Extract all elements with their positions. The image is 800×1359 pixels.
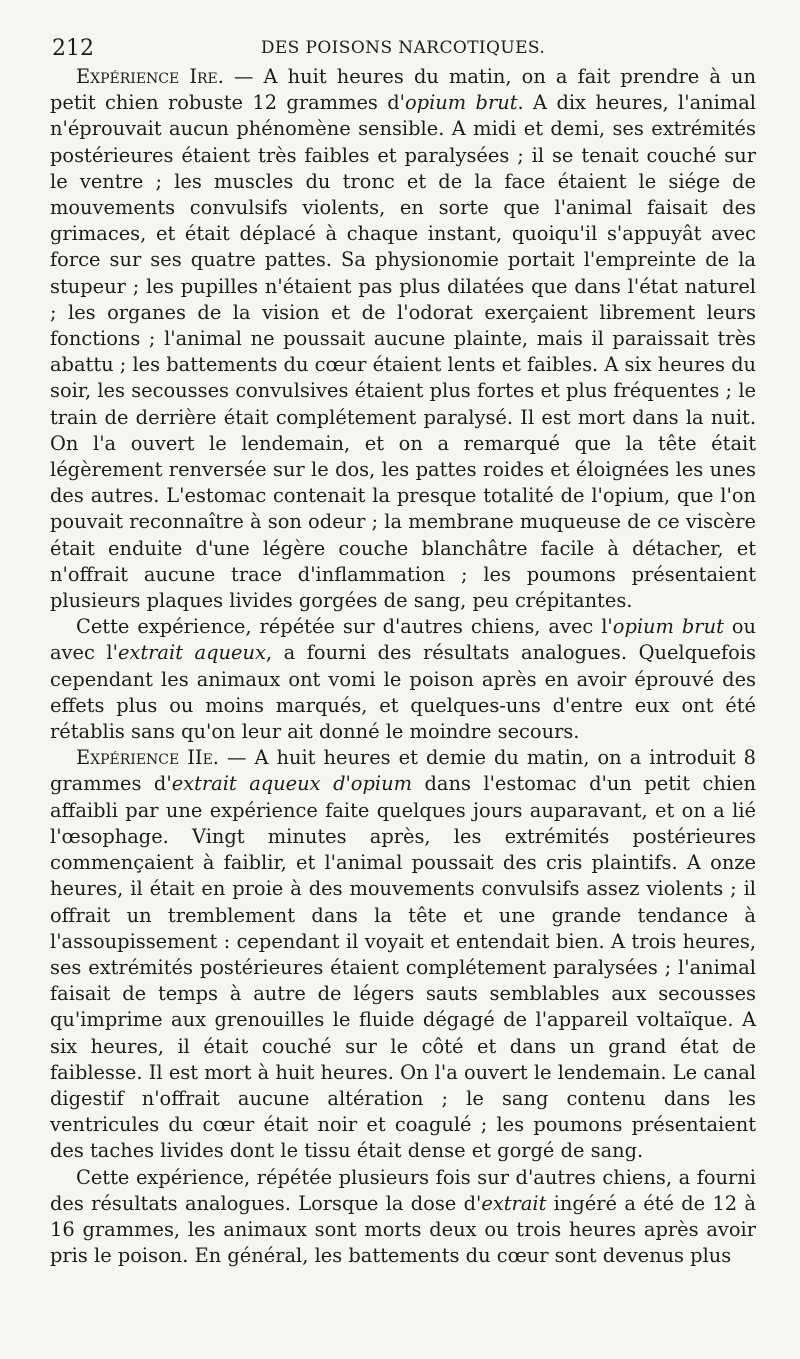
body-text bbox=[50, 64, 756, 1269]
page-header bbox=[50, 30, 756, 64]
running-title: DES POISONS NARCOTIQUES. bbox=[260, 38, 546, 58]
experiment-label: Expérience IIe. bbox=[76, 746, 228, 770]
text-run: Cette expérience, répétée sur d'autres chiens, avec l' bbox=[76, 615, 613, 639]
italic-text: opium brut bbox=[405, 91, 518, 115]
text-run: Cette expérience, répétée plusieurs fois sur d'autres chiens, a fourni des résultats analogues. Lorsque la dose d' bbox=[50, 1165, 756, 1215]
italic-text: extrait aqueux bbox=[117, 641, 266, 665]
text-run: ou avec l' bbox=[50, 615, 757, 665]
paragraph bbox=[50, 64, 756, 614]
paragraph bbox=[50, 745, 756, 1164]
paragraph bbox=[50, 614, 756, 745]
text-run: ingéré a été de 12 à 16 grammes, les animaux sont morts deux ou trois heures après avoir pris le poison. En général, les battements du cœur sont devenus plus bbox=[50, 1191, 756, 1268]
paragraph bbox=[50, 1165, 756, 1270]
text-run: — A huit heures du matin, on a fait prendre à un petit chien robuste 12 grammes d' bbox=[50, 65, 756, 115]
text-run: . A dix heures, l'animal n'éprouvait aucun phénomène sensible. A midi et demi, ses extrémités postérieures étaient très faibles et paralysées ; il se tenait couché sur le ventre ; les muscles du tronc et de la face étaient le siége de mouvements convulsifs violents, en sorte que l'animal faisait des grimaces, et était déplacé à chaque instant, quoiqu'il s'appuyât avec force sur ses quatre pattes. Sa physionomie portait l'empreinte de la stupeur ; les pupilles n'étaient pas plus dilatées que dans l'état naturel ; les organes de la vision et de l'odorat exerçaient librement leurs fonctions ; l'animal ne poussait aucune plainte, mais il paraissait très abattu ; les battements du cœur étaient lents et faibles. A six heures du soir, les secousses convulsives étaient plus fortes et plus fréquentes ; le train de derrière était complétement paralysé. Il est mort dans la nuit. On l'a ouvert le lendemain, et on a remarqué que la tête était légèrement renversée sur le dos, les pattes roides et éloignées les unes des autres. L'estomac contenait la presque totalité de l'opium, que l'on pouvait reconnaître à son odeur ; la membrane muqueuse de ce viscère était enduite d'une légère couche blanchâtre facile à détacher, et n'offrait aucune trace d'inflammation ; les poumons présentaient plusieurs plaques livides gorgées de sang, peu crépitantes. bbox=[50, 91, 756, 613]
page-number: 212 bbox=[52, 36, 94, 61]
italic-text: extrait aqueux d'opium bbox=[171, 772, 412, 796]
text-run: , a fourni des résultats analogues. Quelquefois cependant les animaux ont vomi le poison après en avoir éprouvé des effets plus ou moins marqués, et quelques-uns d'entre eux ont été rétablis sans qu'on leur ait donné le moindre secours. bbox=[50, 641, 757, 744]
italic-text: opium brut bbox=[612, 615, 724, 639]
text-run: — A huit heures et demie du matin, on a introduit 8 grammes d' bbox=[50, 746, 756, 796]
experiment-label: Expérience Ire. bbox=[76, 65, 235, 88]
text-run: dans l'estomac d'un petit chien affaibli par une expérience faite quelques jours auparavant, et on a lié l'œsophage. Vingt minutes après, les extrémités postérieures commençaient à faiblir, et l'animal poussait des cris plaintifs. A onze heures, il était en proie à des mouvements convulsifs assez violents ; il offrait un tremblement dans la tête et une grande tendance à l'assoupissement : cependant il voyait et entendait bien. A trois heures, ses extrémités postérieures étaient complétement paralysées ; l'animal faisait de temps à autre de légers sauts semblables aux secousses qu'imprime aux grenouilles le fluide dégagé de l'appareil voltaïque. A six heures, il était couché sur le côté et dans un grand état de faiblesse. Il est mort à huit heures. On l'a ouvert le lendemain. Le canal digestif n'offrait aucune altération ; le sang contenu dans les ventricules du cœur était noir et coagulé ; les poumons présentaient des taches livides dont le tissu était dense et gorgé de sang. bbox=[50, 772, 757, 1163]
italic-text: extrait bbox=[481, 1191, 547, 1215]
